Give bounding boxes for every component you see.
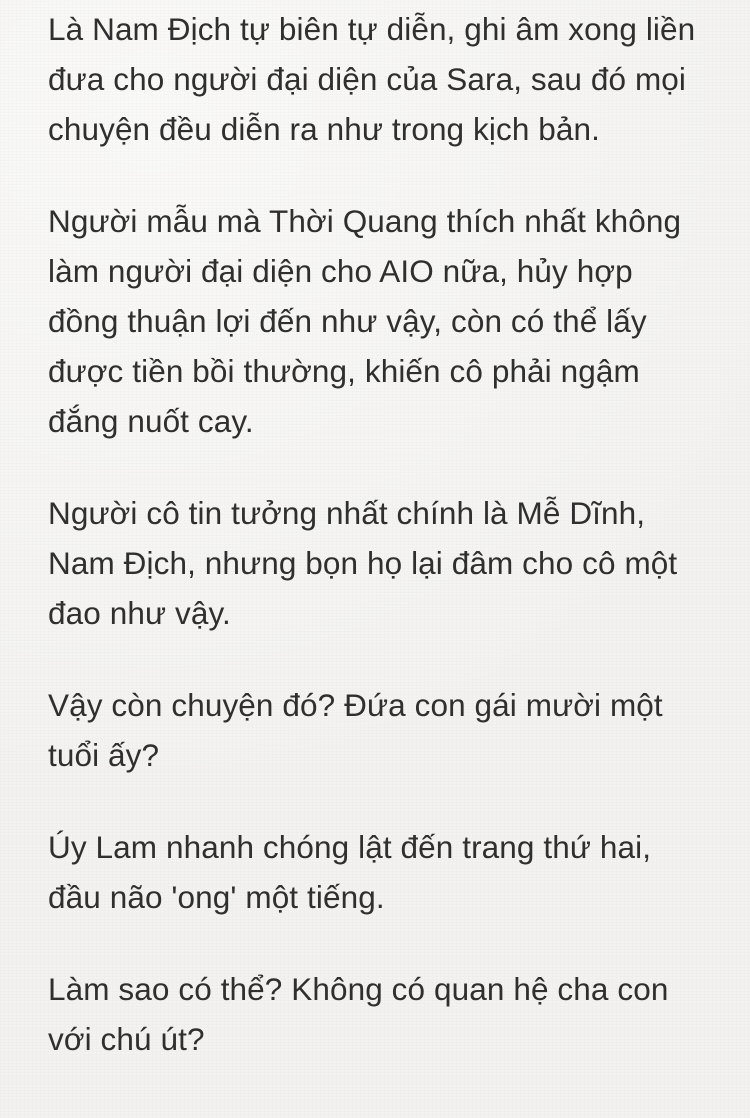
paragraph: Người cô tin tưởng nhất chính là Mễ Dĩnh, Nam Địch, nhưng bọn họ lại đâm cho cô một đao như vậy. xyxy=(48,495,678,631)
paragraph: Úy Lam nhanh chóng lật đến trang thứ hai, đầu não 'ong' một tiếng. xyxy=(48,829,652,915)
reader-text-body xyxy=(48,0,702,1064)
paragraph: Là Nam Địch tự biên tự diễn, ghi âm xong liền đưa cho người đại diện của Sara, sau đó mọi chuyện đều diễn ra như trong kịch bản. xyxy=(48,11,696,147)
paragraph: Làm sao có thể? Không có quan hệ cha con với chú út? xyxy=(48,971,669,1057)
paragraph: Người mẫu mà Thời Quang thích nhất không làm người đại diện cho AIO nữa, hủy hợp đồng thuận lợi đến như vậy, còn có thể lấy được tiền bồi thường, khiến cô phải ngậm đắng nuốt cay. xyxy=(48,203,682,439)
paragraph: Vậy còn chuyện đó? Đứa con gái mười một tuổi ấy? xyxy=(48,687,663,773)
